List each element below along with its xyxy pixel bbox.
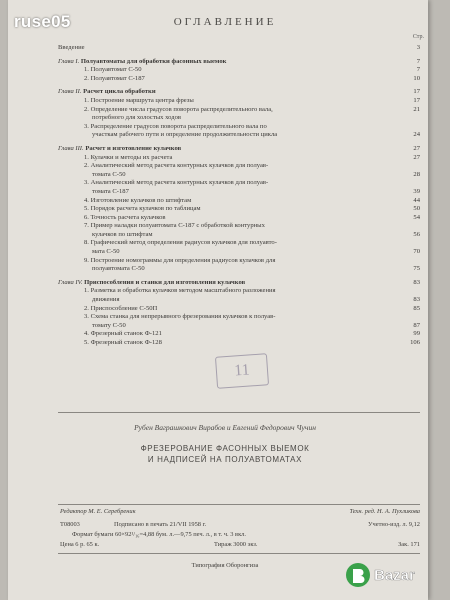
toc-entry xyxy=(58,205,420,214)
toc-page-number: 21 xyxy=(413,105,420,113)
book-title-line-1: ФРЕЗЕРОВАНИЕ ФАСОННЫХ ВЫЕМОК xyxy=(140,444,310,453)
toc-entry xyxy=(58,179,420,188)
toc-entry xyxy=(58,188,420,197)
toc-entry-title: 2. Приспособление С-50П xyxy=(84,304,158,312)
toc-entry-title xyxy=(58,58,226,67)
printer: Типография Оборонгиза xyxy=(191,562,259,569)
toc-page-number: 27 xyxy=(413,153,420,161)
library-stamp: 11 xyxy=(215,353,269,389)
toc-entry-title: 1. Кулачки и методы их расчета xyxy=(84,153,173,161)
toc-entry-title: 2. Аналитический метод расчета контурных кулачков для полуав- xyxy=(84,162,269,170)
toc-entry xyxy=(58,248,420,257)
toc-entry xyxy=(58,106,420,115)
toc-entry xyxy=(58,305,420,314)
paper-format: Формат бумаги 60×92¹/₁₆=4,88 бум. л.—9,75 печ. л., в т. ч. 3 вкл. xyxy=(72,531,246,538)
toc-page-number: 87 xyxy=(413,321,420,329)
toc-entry-title: 3. Распределение градусов поворота распределительного вала по xyxy=(84,122,267,130)
toc-page-number: 106 xyxy=(410,339,420,346)
toc-page-number: 17 xyxy=(413,88,420,96)
toc-entry-title: мата С-50 xyxy=(92,248,120,256)
toc-entry xyxy=(58,231,420,240)
toc-entry-title: 2. Определение числа градусов поворота распределительного вала, xyxy=(84,105,273,113)
toc-entry xyxy=(58,154,420,163)
chapter-title: Полуавтоматы для обработки фасонных выемок xyxy=(80,57,227,65)
toc-entry-title: Введение xyxy=(58,44,85,51)
toc-entry xyxy=(58,296,420,305)
toc-entry xyxy=(58,75,420,84)
toc-entry xyxy=(58,265,420,274)
chapter-label: Глава II. xyxy=(58,88,82,96)
toc-entry-title: 8. Графический метод определения радиусов кулачков для полуавто- xyxy=(84,239,277,247)
chapter-title: Расчет и изготовление кулачков xyxy=(85,144,182,152)
order-number: Зак. 171 xyxy=(398,541,420,548)
toc-entry-title: томата С-187 xyxy=(92,187,129,195)
svg-text:Bazar: Bazar xyxy=(374,567,415,584)
toc-entry xyxy=(58,214,420,223)
divider xyxy=(58,504,420,505)
toc-entry-title: 9. Построение номограммы для определения радиусов кулачков для xyxy=(84,256,276,264)
book-title-line-2: И НАДПИСЕЙ НА ПОЛУАВТОМАТАХ xyxy=(147,455,303,464)
toc-entry-title: томата С-50 xyxy=(92,170,126,178)
toc-page-number: 54 xyxy=(413,213,420,221)
toc-page-number: 10 xyxy=(413,74,420,82)
toc-entry xyxy=(58,171,420,180)
toc-entry xyxy=(58,44,420,53)
toc-chapter xyxy=(58,145,420,154)
toc-entry-title: томату С-50 xyxy=(92,321,126,329)
publication-sheets: Учетно-изд. л. 9,12 xyxy=(368,521,420,528)
price: Цена 6 р. 65 к. xyxy=(60,541,100,548)
toc-entry xyxy=(58,322,420,331)
toc-page-number: 44 xyxy=(413,196,420,204)
toc-entry-title: потребного для холостых ходов xyxy=(92,114,182,122)
toc-entry xyxy=(58,66,420,75)
toc-entry xyxy=(58,97,420,106)
chapter-label: Глава IV. xyxy=(58,278,83,286)
toc-page-number: 7 xyxy=(416,66,420,74)
toc-entry-title xyxy=(58,279,245,288)
toc-entry xyxy=(58,162,420,171)
print-run: Тираж 3000 экз. xyxy=(214,541,258,548)
toc-entry xyxy=(58,287,420,296)
toc-entry xyxy=(58,330,420,339)
toc-entry-title: 3. Схема станка для непрерывного фрезерования кулачков к полуав- xyxy=(84,313,276,321)
chapter-title: Приспособления и станки для изготовления кулачков xyxy=(84,278,246,286)
toc-entry-title xyxy=(58,145,181,154)
toc-entry-title: полуавтомата С-50 xyxy=(92,265,145,273)
toc-page-number: 24 xyxy=(413,131,420,139)
toc-entry-title: 7. Пример наладки полуавтомата С-187 с обработкой контурных xyxy=(84,222,265,230)
bazar-logo-icon xyxy=(344,558,440,592)
tech-editor: Техн. ред. Н. А. Пухликова xyxy=(349,508,420,515)
chapter-title: Расчет цикла обработки xyxy=(83,88,156,96)
toc-chapter xyxy=(58,88,420,97)
toc-page-number: 27 xyxy=(413,144,420,152)
toc-page-number: 70 xyxy=(413,248,420,256)
toc-page-number: 50 xyxy=(413,205,420,213)
book-title xyxy=(0,443,450,465)
toc-entry xyxy=(58,222,420,231)
toc-page-number: 85 xyxy=(413,304,420,312)
toc-entry-title: 1. Разметка и обработка кулачков методом масштабного разложения xyxy=(84,287,276,295)
toc-page-number: 99 xyxy=(413,330,420,338)
toc-entry-title: 2. Полуавтомат С-187 xyxy=(84,74,145,82)
toc-page-number: 75 xyxy=(413,265,420,273)
toc-entry-title: 6. Точность расчета кулачков xyxy=(84,213,166,221)
imprint-price xyxy=(60,541,420,548)
toc-page-number: 56 xyxy=(413,230,420,238)
signed-date: Подписано в печать 21/VII 1958 г. xyxy=(114,521,207,528)
toc-chapter xyxy=(58,58,420,67)
toc-entry-title: 3. Аналитический метод расчета контурных кулачков для полуав- xyxy=(84,179,269,187)
toc-entry-title: 5. Фрезерный станок Ф-128 xyxy=(84,339,162,346)
toc-chapter xyxy=(58,279,420,288)
editor: Редактор М. Е. Серебреник xyxy=(60,508,136,515)
toc-entry xyxy=(58,123,420,132)
watermark-label: ruse05 xyxy=(14,12,71,31)
toc-entry-title: 1. Полуавтомат С-50 xyxy=(84,66,142,74)
toc-entry xyxy=(58,313,420,322)
table-of-contents xyxy=(58,44,420,348)
page-column-header: Стр. xyxy=(412,34,424,40)
divider xyxy=(58,553,420,554)
toc-entry-title xyxy=(58,88,156,97)
toc-entry xyxy=(58,197,420,206)
authors: Рубен Ваграшкович Вирабов и Евгений Федорович Чучин xyxy=(134,423,316,432)
toc-page-number: 83 xyxy=(413,278,420,286)
toc-entry xyxy=(58,257,420,266)
toc-entry-title: 4. Фрезерный станок Ф-121 xyxy=(84,330,162,338)
toc-entry-title: 1. Построение маршрута центра фрезы xyxy=(84,96,194,104)
imprint-editors xyxy=(60,508,420,515)
chapter-label: Глава III. xyxy=(58,144,84,152)
toc-entry-title: кулачков по штифтам xyxy=(92,230,153,238)
toc-entry xyxy=(58,339,420,348)
toc-page-number: 28 xyxy=(413,170,420,178)
toc-entry-title: 5. Порядок расчета кулачков по таблицам xyxy=(84,205,201,213)
toc-entry-title: движения xyxy=(92,296,120,304)
toc-page-number: 83 xyxy=(413,296,420,304)
toc-page-number: 17 xyxy=(413,96,420,104)
toc-entry-title: участкам рабочего пути и определение продолжительности цикла xyxy=(92,131,278,139)
toc-entry xyxy=(58,131,420,140)
imprint-signed xyxy=(60,521,420,528)
toc-entry-title: 4. Изготовление кулачков по штифтам xyxy=(84,196,192,204)
toc-page-number: 7 xyxy=(416,57,420,65)
toc-entry xyxy=(58,114,420,123)
toc-page-number: 3 xyxy=(416,44,420,51)
imprint-code: Т08003 xyxy=(60,521,80,528)
divider xyxy=(58,412,420,413)
chapter-label: Глава I. xyxy=(58,57,80,65)
toc-page-number: 39 xyxy=(413,187,420,195)
toc-title: ОГЛАВЛЕНИЕ xyxy=(173,16,277,28)
toc-entry xyxy=(58,239,420,248)
